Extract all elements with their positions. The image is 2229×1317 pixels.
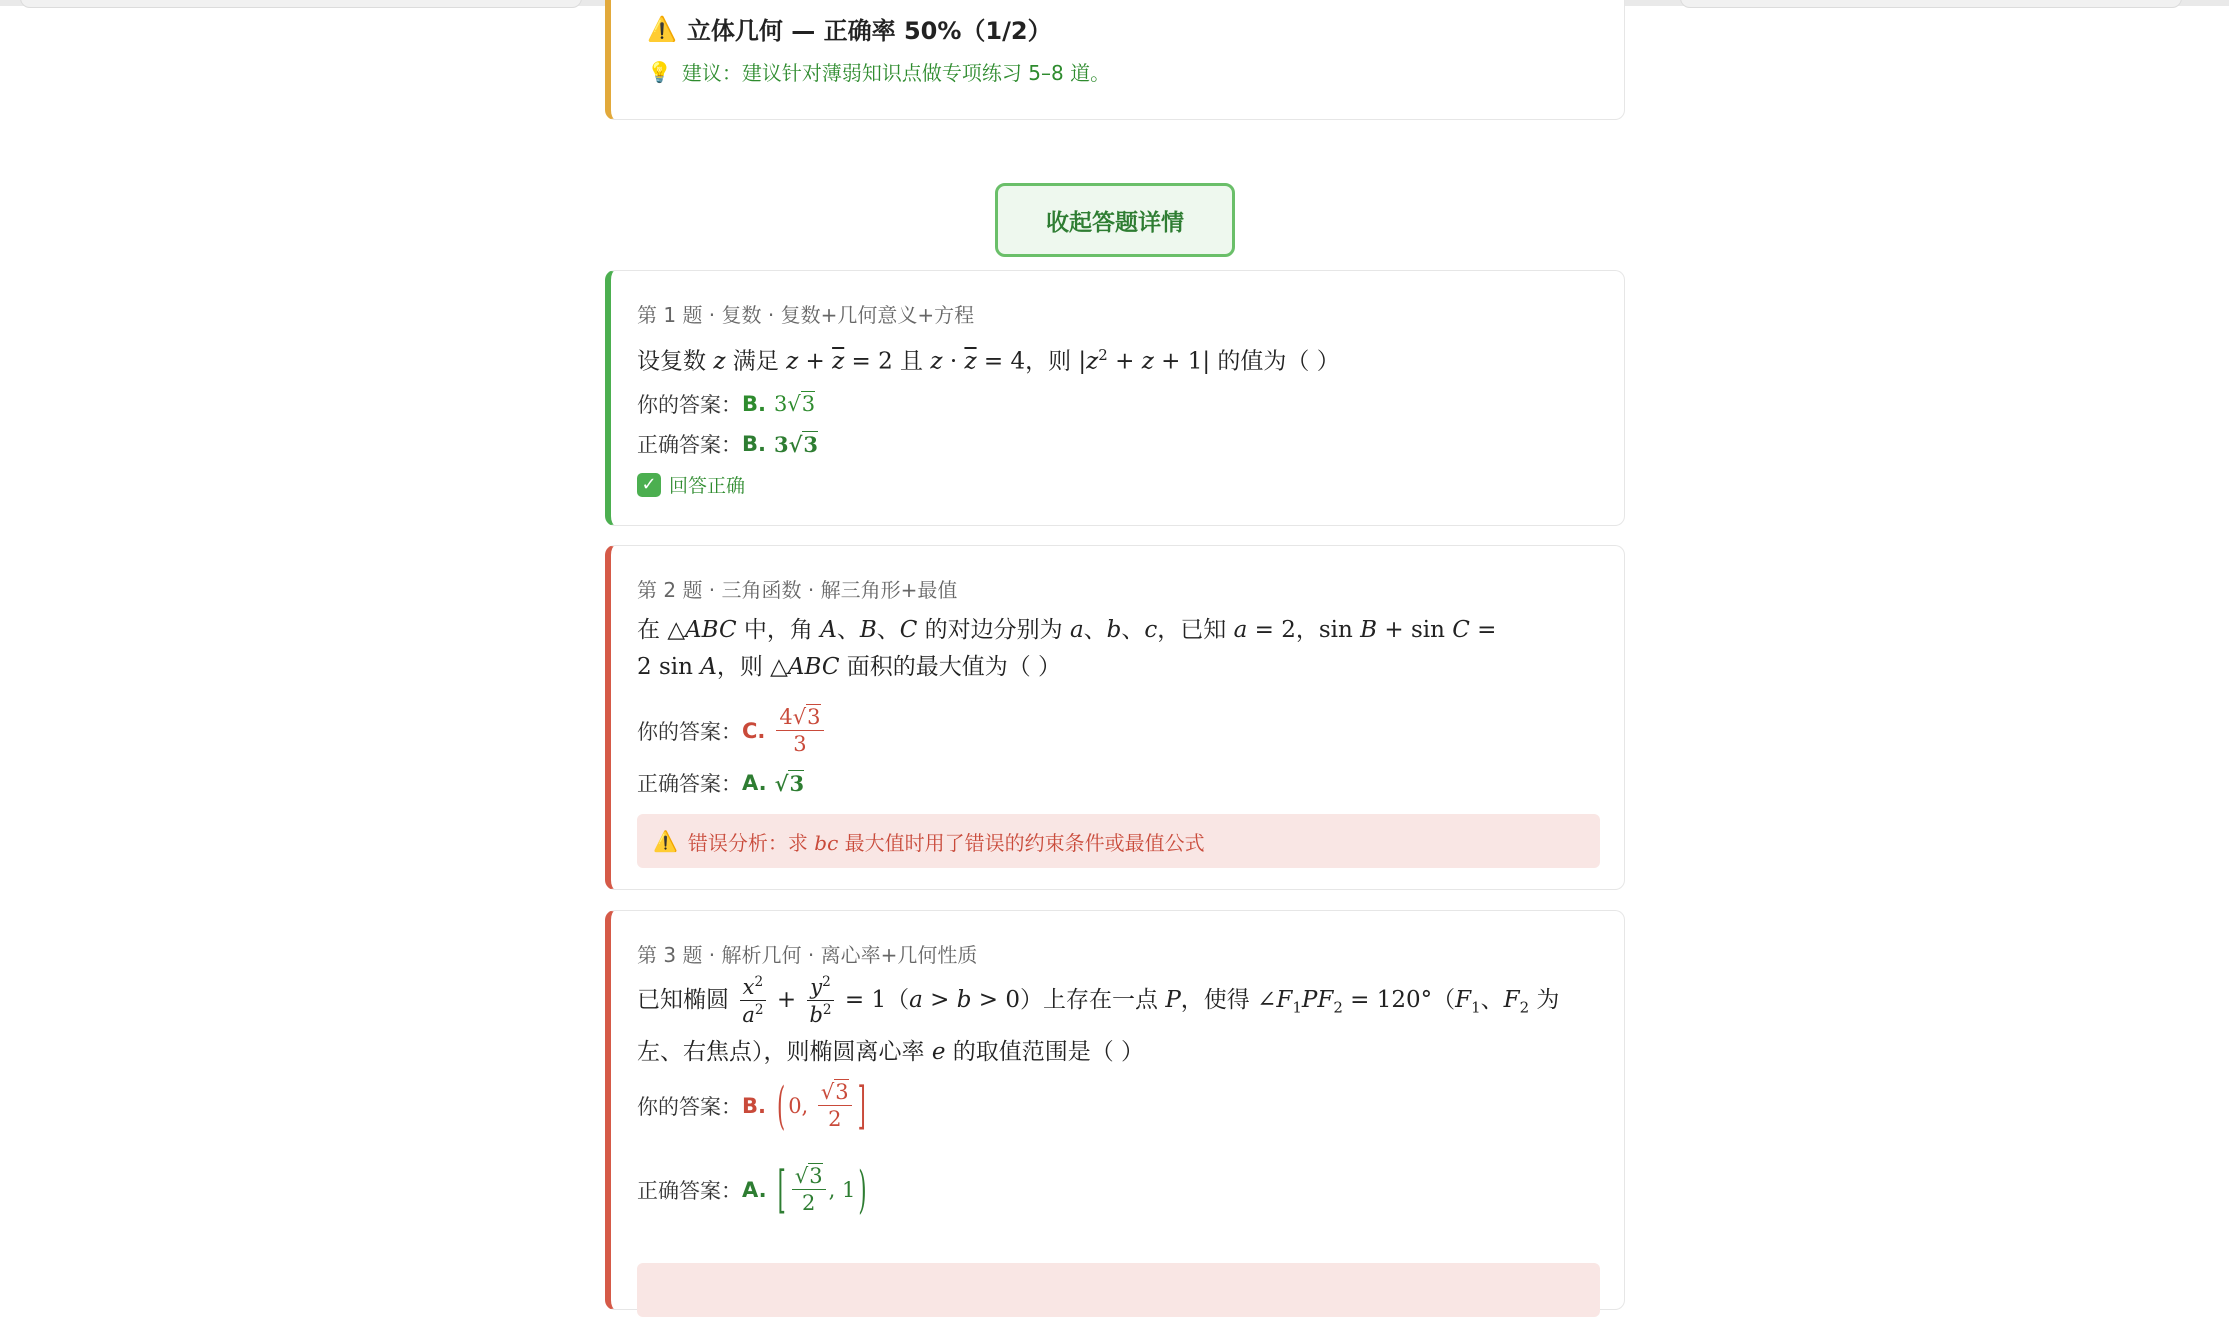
question-card-2 (605, 545, 1625, 890)
correct-answer-value: √3 (774, 770, 805, 796)
weakness-title-row (647, 11, 1052, 46)
question-text: 已知椭圆 $\frac{x^2}{a^2}$ + $\frac{y^2}{b^2}$ = 1（a > b > 0）上存在一点 P，使得 $\angle F_1PF_2 = 120^\circ(F_1$、$F_2$ 为 左、右焦点），则椭圆离心率 e 的取值范围是（ ） (637, 974, 1560, 1065)
question-meta: 第 2 题 · 三角函数 · 解三角形+最值 (637, 578, 958, 602)
your-answer-label: 你的答案： (637, 1094, 742, 1119)
correct-answer-label: 正确答案： (637, 1178, 742, 1203)
your-answer-option: B. (742, 1093, 766, 1118)
error-analysis-box (637, 814, 1600, 868)
correct-answer-label: 正确答案： (637, 772, 742, 796)
your-answer-value: 3√3 (773, 392, 816, 416)
warning-icon: ⚠️ (647, 14, 677, 43)
correct-answer-row (637, 1160, 870, 1219)
your-answer-value: ( 0, $\frac{√3}{2}$ ] (776, 1076, 866, 1135)
your-answer-row (637, 389, 815, 419)
question-card-1 (605, 270, 1625, 526)
check-icon: ✓ (637, 473, 661, 497)
your-answer-label: 你的答案： (637, 719, 742, 744)
correct-answer-row (637, 429, 818, 459)
your-answer-row (637, 1076, 869, 1135)
question-text: 设复数 z 满足 $z + \overline{z} = 2$ 且 $z \cdot \overline{z} = 4$，则 $|z^2 + z + 1|$ 的值为（ ） (637, 346, 1340, 375)
correct-answer-row (637, 768, 804, 798)
correct-status-row (637, 471, 745, 498)
error-analysis-box (637, 1263, 1600, 1317)
weakness-title: 立体几何 — 正确率 50%（1/2） (686, 17, 1052, 45)
your-answer-row (637, 706, 827, 755)
collapse-details-button[interactable]: 收起答题详情 (995, 183, 1235, 257)
lightbulb-icon: 💡 (647, 59, 672, 84)
tab-strip (20, 0, 582, 8)
question-meta: 第 3 题 · 解析几何 · 离心率+几何性质 (637, 943, 978, 967)
your-answer-option: B. (742, 392, 766, 416)
correct-answer-value: [ $\frac{√3}{2}$ , 1 ) (777, 1160, 867, 1219)
your-answer-label: 你的答案： (637, 393, 742, 417)
question-text: 在 △ABC 中，角 A、B、C 的对边分别为 a、b、c，已知 a = 2，sin B + sin C = 2 sin A，则 △ABC 面积的最大值为（ ） (637, 617, 1497, 680)
your-answer-value: $\frac{4√3}{3}$ (776, 706, 823, 755)
weakness-tip-row (647, 57, 1110, 86)
weakness-card (605, 0, 1625, 120)
address-bar[interactable] (1680, 0, 2182, 8)
correct-answer-value: 3√3 (773, 431, 819, 457)
correct-answer-option: B. (742, 432, 766, 456)
warning-icon: ⚠️ (653, 829, 678, 853)
correct-answer-option: A. (742, 771, 767, 795)
question-card-3 (605, 910, 1625, 1310)
error-analysis-label: 错误分析： (687, 830, 788, 855)
question-meta: 第 1 题 · 复数 · 复数+几何意义+方程 (637, 303, 975, 327)
weakness-tip: 建议：建议针对薄弱知识点做专项练习 5–8 道。 (681, 61, 1111, 85)
your-answer-option: C. (742, 718, 766, 743)
correct-status-label: 回答正确 (669, 475, 746, 497)
correct-answer-label: 正确答案： (637, 433, 742, 457)
error-analysis-text: 求 bc 最大值时用了错误的约束条件或最值公式 (787, 830, 1205, 855)
correct-answer-option: A. (742, 1177, 767, 1202)
